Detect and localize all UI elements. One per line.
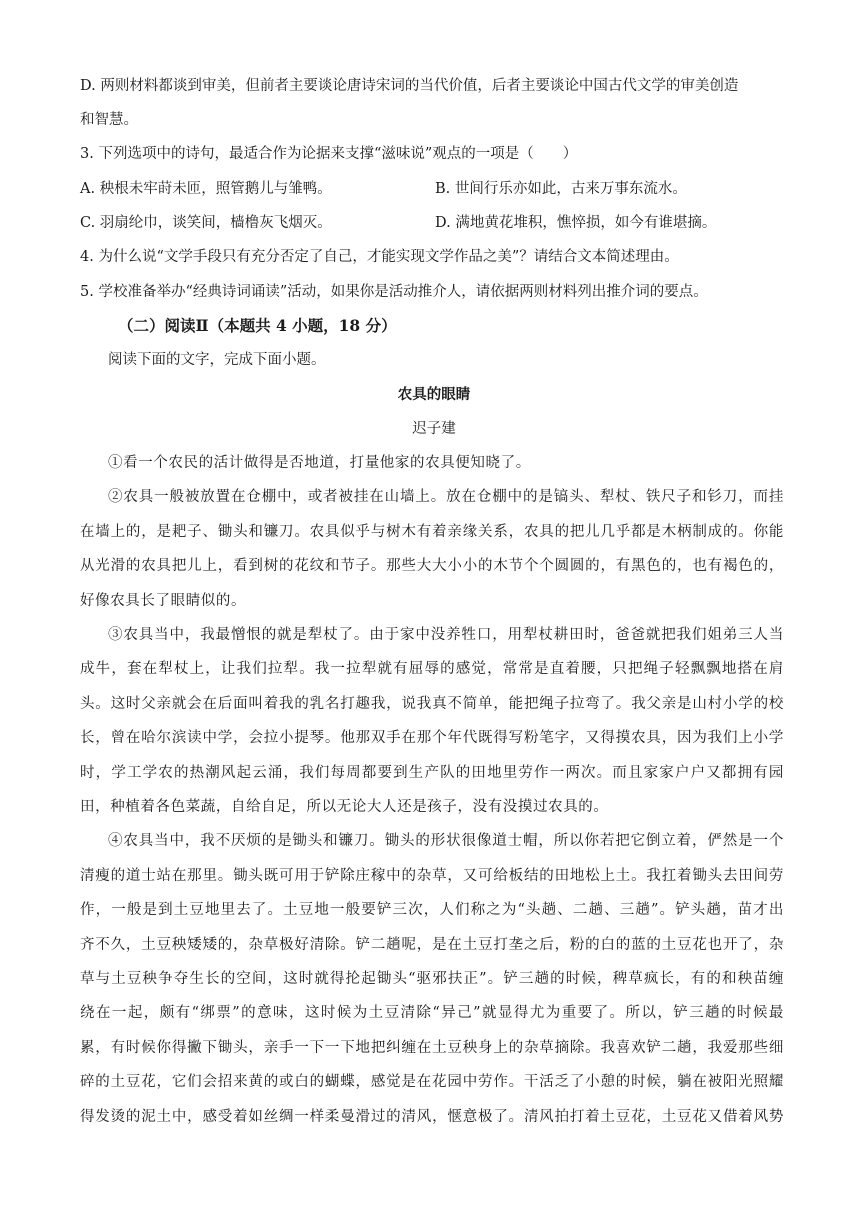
article-line: ①看一个农民的活计做得是否地道，打量他家的农具便知晓了。: [108, 455, 531, 471]
q3-option-c: C. 羽扇纶巾，谈笑间，樯橹灰飞烟灭。: [80, 215, 332, 231]
article-author: 迟子建: [412, 421, 456, 437]
article-line: 时，学工学农的热潮风起云涌，我们每周都要到生产队的田地里劳作一两次。而且家家户户又都拥有园: [80, 764, 784, 781]
q3-option-d: D. 满地黄花堆积，憔悴损，如今有谁堪摘。: [435, 215, 717, 231]
q3-option-b: B. 世间行乐亦如此，古来万事东流水。: [435, 181, 687, 197]
article-line: 累，有时候你得撇下锄头，亲手一下一下地把纠缠在土豆秧身上的杂草摘除。我喜欢铲二趟，我爱那些细: [80, 1039, 784, 1056]
article-line: 清瘦的道士站在那里。锄头既可用于铲除庄稼中的杂草，又可给板结的田地松上土。我扛着锄头去田间劳: [80, 867, 784, 884]
article-line: ③农具当中，我最憎恨的就是犁杖了。由于家中没养牲口，用犁杖耕田时，爸爸就把我们姐弟三人当: [108, 627, 784, 643]
q2-option-d-line2: 和智慧。: [80, 112, 138, 128]
article-line: 得发烫的泥土中，感受着如丝绸一样柔曼滑过的清风，惬意极了。清风拍打着土豆花，土豆花又借着风势: [80, 1108, 784, 1125]
article-line: 好像农具长了眼睛似的。: [80, 592, 247, 609]
article-line: ②农具一般被放置在仓棚中，或者被挂在山墙上。放在仓棚中的是镐头、犁杖、铁尺子和钐刀，而挂: [108, 489, 784, 506]
q4-stem: 4. 为什么说“文学手段只有充分否定了自己，才能实现文学作品之美”？请结合文本简述理由。: [80, 249, 679, 265]
article-line: 齐不久，土豆秧矮矮的，杂草极好清除。铲二趟呢，是在土豆打垄之后，粉的白的蓝的土豆花也开了，杂: [80, 936, 784, 953]
article-line: 长，曾在哈尔滨读中学，会拉小提琴。他那双手在那个年代既得写粉笔字，又得摸农具，因为我们上小学: [80, 730, 784, 747]
article-line: 作，一般是到土豆地里去了。土豆地一般要铲三次，人们称之为“头趟、二趟、三趟”。铲头趟，苗才出: [80, 902, 784, 919]
article-line: 草与土豆秧争夺生长的空间，这时就得抡起锄头“驱邪扶正”。铲三趟的时候，稗草疯长，有的和秧苗缠: [80, 971, 784, 987]
q3-stem: 3. 下列选项中的诗句，最适合作为论据来支撑“滋味说”观点的一项是（ ）: [80, 146, 578, 162]
q3-option-a: A. 秧根未牢莳未匝，照管鹅儿与雏鸭。: [80, 181, 332, 197]
article-line: 田，种植着各色菜蔬，自给自足，所以无论大人还是孩子，没有没摸过农具的。: [80, 799, 609, 815]
article-line: ④农具当中，我不厌烦的是锄头和镰刀。锄头的形状很像道士帽，所以你若把它倒立着，俨然是一个: [108, 833, 784, 850]
section-title: （二）阅读Ⅱ（本题共 4 小题，18 分）: [118, 316, 397, 335]
section-instruction: 阅读下面的文字，完成下面小题。: [108, 352, 326, 368]
article-line: 绕在一起，颇有“绑票”的意味，这时候为土豆清除“异己”就显得尤为重要了。所以，铲三趟的时候最: [80, 1005, 784, 1022]
q2-option-d-line1: D. 两则材料都谈到审美，但前者主要谈论唐诗宋词的当代价值，后者主要谈论中国古代文学的审美创造: [80, 78, 739, 94]
article-line: 成牛，套在犁杖上，让我们拉犁。我一拉犁就有屈辱的感觉，常常是直着腰，只把绳子轻飘飘地搭在肩: [80, 661, 784, 678]
article-line: 头。这时父亲就会在后面叫着我的乳名打趣我，说我真不简单，能把绳子拉弯了。我父亲是山村小学的校: [80, 695, 784, 712]
q5-stem: 5. 学校准备举办“经典诗词诵读”活动，如果你是活动推介人，请依据两则材料列出推介词的要点。: [80, 284, 708, 300]
article-line: 从光滑的农具把儿上，看到树的花纹和节子。那些大大小小的木节个个圆圆的，有黑色的，也有褐色的，: [80, 558, 784, 575]
article-title: 农具的眼睛: [397, 386, 471, 403]
article-line: 碎的土豆花，它们会招来黄的或白的蝴蝶，感觉是在花园中劳作。干活乏了小憩的时候，躺在被阳光照耀: [80, 1074, 784, 1091]
article-line: 在墙上的，是耙子、锄头和镰刀。农具似乎与树木有着亲缘关系，农具的把儿几乎都是木柄制成的。你能: [80, 523, 784, 540]
